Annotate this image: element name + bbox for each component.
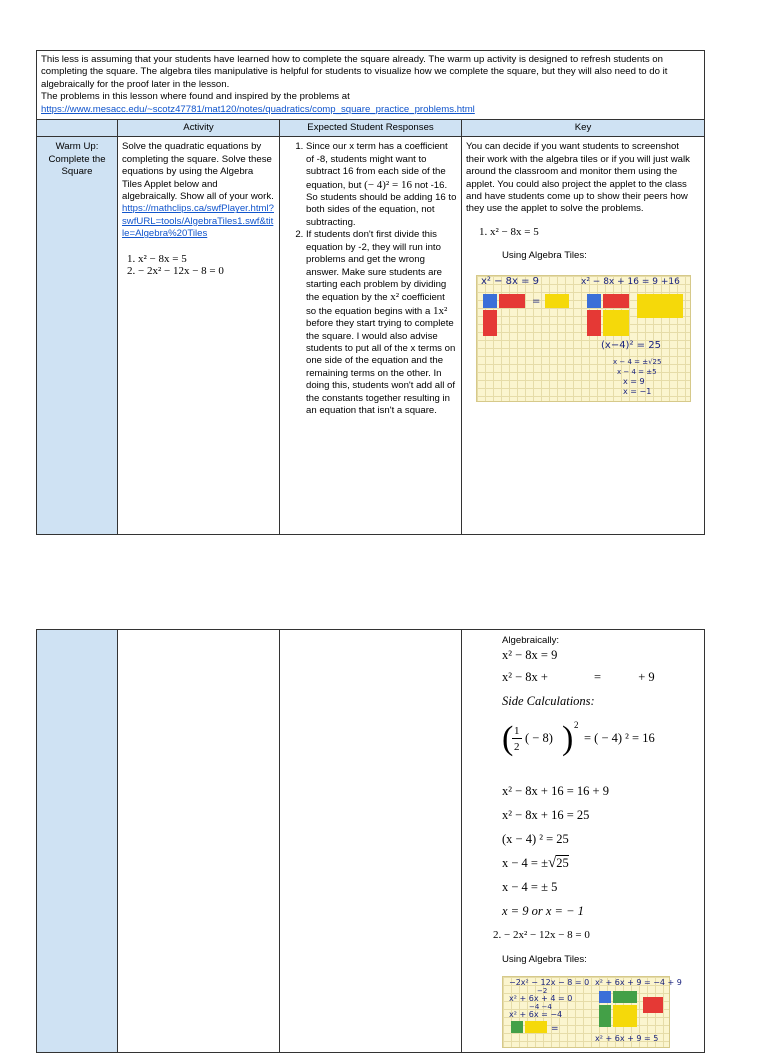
tile2-x [613,991,637,1003]
algebra-tiles-screenshot-1 [476,275,691,402]
step-8: x = 9 or x = − 1 [502,904,584,919]
intro-problems-text: The problems in this lesson where found and inspired by the problems at [41,91,350,103]
header-activity: Activity [118,120,280,137]
tiles1-equals: = [532,295,541,307]
key-using-tiles: Using Algebra Tiles: [502,250,587,262]
key-using-tiles-2: Using Algebra Tiles: [502,953,587,965]
tile2-yellow [525,1021,547,1033]
response-2-math-a: x² [390,291,400,304]
tiles2-eq3: x² + 6x = −4 [509,1010,563,1020]
tile2-green [511,1021,523,1033]
key-problems [466,226,700,238]
step-7: x − 4 = ± 5 [502,880,558,895]
header-responses: Expected Student Responses [280,120,462,137]
activity-cell [118,137,280,535]
response-1-text-b: not -16. So students should be adding 16 to both sides of the equation, not subtracting. [306,179,457,228]
tiles2-eq4: x² + 6x + 9 = −4 + 9 [595,978,682,988]
responses-cell [280,137,462,535]
frac-factor: ( − 8) [525,731,553,746]
activity-cell-continued [118,630,280,1053]
response-2-math-b: 1x² [432,304,448,317]
response-2-text-b: coefficient so the equation begins with a [306,292,445,317]
warmup-row [37,137,705,535]
tile-sixteen [603,310,629,336]
tiles2-eq-sign: = [551,1024,559,1035]
frac-exp: 2 [574,720,579,731]
tiles1-x9: x = 9 [623,376,645,386]
intro-cell [37,51,705,120]
header-key: Key [462,120,705,137]
tile2-x2 [599,991,611,1003]
activity-problems [122,253,275,278]
lesson-table-2 [36,629,705,1053]
tiles1-square: (x−4)² = 25 [601,339,661,351]
step-6-lhs: x − 4 = ± [502,856,548,871]
intro-link[interactable]: https://www.mesacc.edu/~scotz47781/mat120/notes/quadratics/comp_square_practice_problems.html [41,103,475,115]
step-2-lhs: x² − 8x + [502,670,548,685]
step-2-eq: = [594,670,602,685]
tiles1-eq2: x² − 8x + 16 = 9 +16 [581,276,680,287]
step-2-rhs: + 9 [638,670,655,685]
activity-problem-2: 2. − 2x² − 12x − 8 = 0 [138,265,275,277]
key-cell [462,137,705,535]
key-problem-1: 1. x² − 8x = 5 [490,226,700,238]
response-2 [306,229,457,417]
tiles1-root: x − 4 = ±√25 [613,357,662,366]
step-5: (x − 4) ² = 25 [502,832,569,847]
paren-close: ) [562,720,574,758]
tiles2-eq5: x² + 6x + 9 = 5 [595,1034,659,1044]
tiles2-eq2: x² + 6x + 4 = 0 [509,994,573,1004]
lesson-table-1 [36,50,705,535]
tile2-nine [613,1005,637,1027]
step-4: x² − 8x + 16 = 25 [502,808,590,823]
response-2-text-a: If students don't first divide this equation by -2, they will run into problems and get the wrong answer. Make sure students are starting each problem by dividing the equation by the [306,229,447,304]
frac-bar [512,738,522,739]
sqrt-sign: √ [547,855,557,872]
response-1 [306,141,457,229]
sqrt-radicand: 25 [556,856,569,871]
tile-neg-x-bv [587,310,601,336]
tile-x2 [483,294,497,308]
key-intro: You can decide if you want students to screenshot their work with the algebra tiles or if you will just walk around the classroom and monitor them using the applet. You could also project the applet to the class and have students come up to show their peers how they use the applet to solve the problems. [466,141,690,215]
activity-text: Solve the quadratic equations by completing the square. Solve these equations by using the Algebra Tiles Applet below and algebraically. Show all of your work. [122,141,274,203]
side-calc-result: = ( − 4) ² = 16 [584,731,655,746]
response-1-text-a: Since our x term has a coefficient of -8, students might want to subtract 16 from each side of the equation, but [306,141,448,191]
row-label-continued [37,630,118,1053]
row-label [37,137,118,535]
tile-units [545,294,569,308]
step-6 [502,856,700,871]
tiles2-eq1: −2x² − 12x − 8 = 0 [509,978,590,988]
tile-neg-x [499,294,525,308]
tile-neg-x-b [603,294,629,308]
response-1-math: (− 4)² = 16 [364,178,412,191]
frac-num: 1 [514,725,520,738]
tile-rhs [637,294,683,318]
key-cell-continued [462,630,705,1053]
tile-x2-b [587,294,601,308]
side-calculations: Side Calculations: [502,694,595,709]
activity-link[interactable]: https://mathclips.ca/swfPlayer.html?swfURL=tools/AlgebraTiles1.swf&title=Algebra%20Tiles [122,203,274,240]
responses-cell-continued [280,630,462,1053]
step-3: x² − 8x + 16 = 16 + 9 [502,784,609,799]
intro-text: This less is assuming that your students have learned how to complete the square already. The warm up activity is designed to refresh students on completing the square. The algebra tiles manipulative is helpful for students to visualize how we complete the square, but they will also need to do it algebraically for the proof later in the lesson. [41,54,668,90]
step-2 [502,670,700,685]
row-label-text: Warm Up: Complete the Square [48,141,106,178]
key-problem-2: 2. − 2x² − 12x − 8 = 0 [504,929,700,941]
header-blank [37,120,118,137]
header-row [37,120,705,137]
tiles1-eq1: x² − 8x = 9 [481,275,540,287]
tiles1-pm: x − 4 = ±5 [617,367,657,376]
algebraically-label: Algebraically: [502,635,560,646]
tile2-xv [599,1005,611,1027]
algebra-tiles-screenshot-2 [502,976,682,1048]
tiles2-div: −2 [537,987,548,996]
responses-list [284,141,457,417]
side-calc-expression [502,718,700,762]
tiles2-sub: −4 −4 [529,1003,552,1012]
response-2-text-c: before they start trying to complete the square. I would also advise students to put all of the x terms on one side of the equation and the remaining terms on the other. In doing this, students won't add all of the constants together resulting in an equation that isn't a square. [306,318,456,416]
frac-den: 2 [514,741,520,754]
step-1: x² − 8x = 9 [502,648,558,663]
tile2-neg [643,997,663,1013]
tile-neg-x-v [483,310,497,336]
activity-problem-1: 1. x² − 8x = 5 [138,253,275,265]
key-problems-2 [482,929,700,941]
tiles1-xm1: x = −1 [623,386,652,396]
paren-open: ( [502,720,514,758]
